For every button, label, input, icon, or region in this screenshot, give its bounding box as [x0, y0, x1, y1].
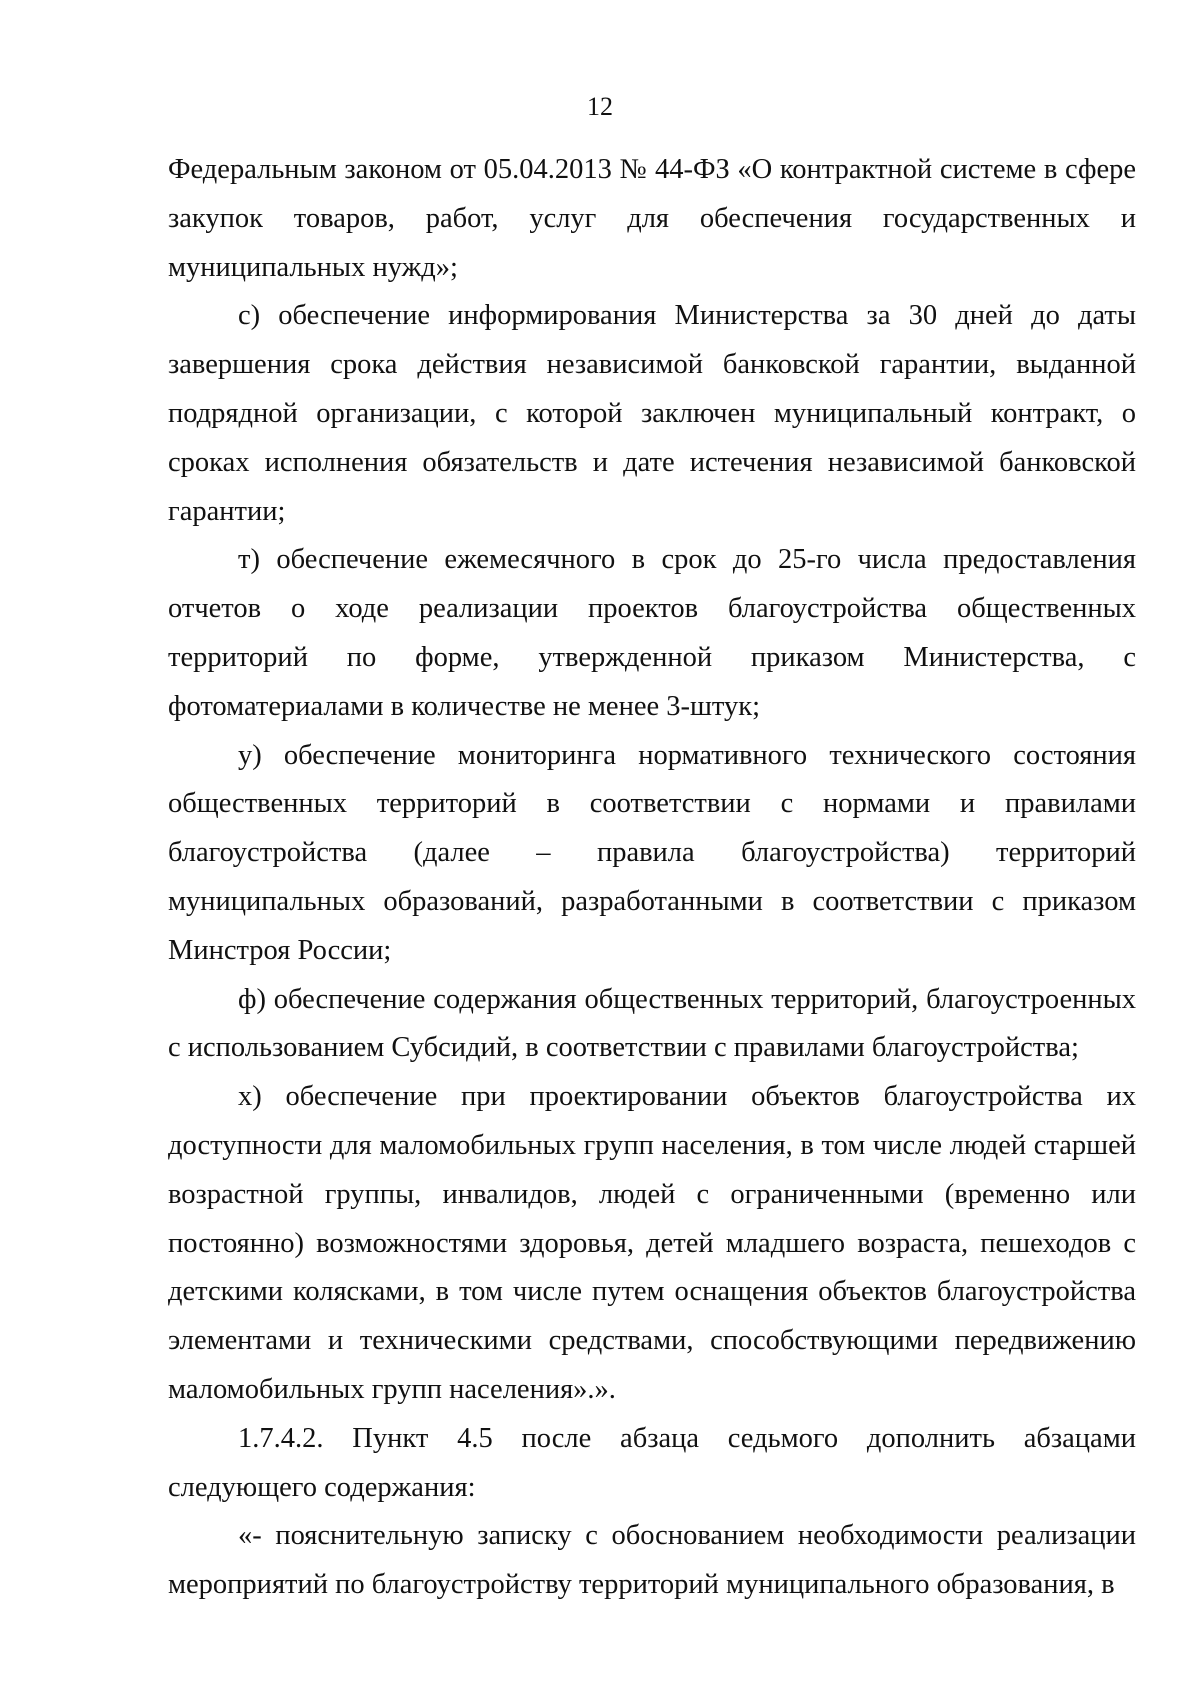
paragraph-item-t: т) обеспечение ежемесячного в срок до 25-го числа предоставления отчетов о ходе реализации проектов благоустройства общественных территорий по форме, утвержденной приказом Министерства, с фотоматериалами в количестве не менее 3-штук; [168, 544, 1136, 722]
paragraph-item-s: с) обеспечение информирования Министерства за 30 дней до даты завершения срока действия независимой банковской гарантии, выданной подрядной организации, с которой заключен муниципальный контракт, о сроках исполнения обязательств и дате истечения независимой банковской гарантии; [168, 300, 1136, 527]
paragraph-item-h: х) обеспечение при проектировании объектов благоустройства их доступности для маломобильных групп населения, в том числе людей старшей возрастной группы, инвалидов, людей с ограниченными (временно или постоянно) возможностями здоровья, детей младшего возраста, пешеходов с детскими колясками, в том числе путем оснащения объектов благоустройства элементами и техническими средствами, способствующими передвижению маломобильных групп населения».». [168, 1081, 1136, 1405]
paragraph-law-reference-continuation: Федеральным законом от 05.04.2013 № 44-ФЗ «О контрактной системе в сфере закупок товаров, работ, услуг для обеспечения государственных и муниципальных нужд»; [168, 154, 1136, 283]
paragraph-item-f: ф) обеспечение содержания общественных территорий, благоустроенных с использованием Субсидий, в соответствии с правилами благоустройства; [168, 983, 1136, 1064]
document-body [168, 146, 1136, 1610]
page-number: 12 [587, 92, 613, 121]
paragraph-clause-1-7-4-2: 1.7.4.2. Пункт 4.5 после абзаца седьмого дополнить абзацами следующего содержания: [168, 1422, 1136, 1503]
paragraph-quote-start: «- пояснительную записку с обоснованием необходимости реализации мероприятий по благоустройству территорий муниципального образования, в [168, 1520, 1136, 1601]
paragraph-item-u: у) обеспечение мониторинга нормативного технического состояния общественных территорий в соответствии с нормами и правилами благоустройства (далее – правила благоустройства) территорий муниципальных образований, разработанными в соответствии с приказом Минстроя России; [168, 739, 1136, 966]
